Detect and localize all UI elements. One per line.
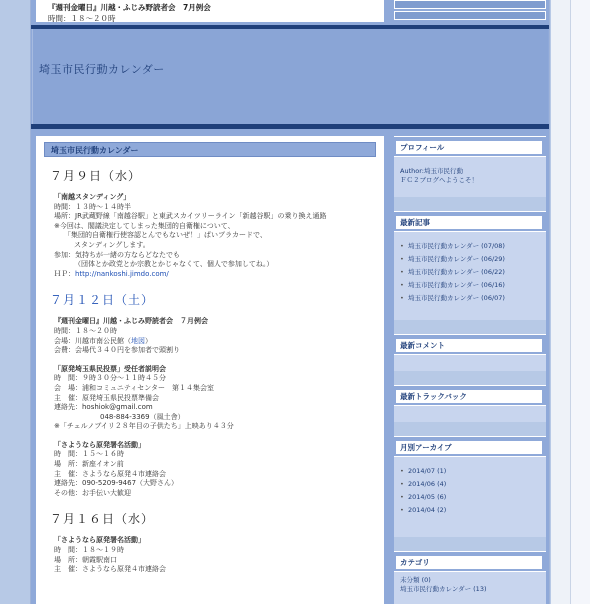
profile-widget-body — [394, 157, 546, 197]
event-time: 時 間：９時３０分～１１時４５分 — [54, 374, 166, 383]
sidebar-fragment-bar — [394, 0, 546, 9]
profile-widget-title — [394, 136, 546, 157]
blog-title[interactable]: 埼玉市民行動カレンダー — [39, 63, 165, 76]
event-title: 「さようなら原発署名活動」 — [54, 440, 145, 449]
event-title: 「南越スタンディング」 — [54, 193, 131, 201]
recent-posts-title — [394, 211, 546, 232]
event-time: 時間：１３時～１４時半 — [54, 202, 131, 211]
event-place: 会 場：浦和コミュニティセンター 第１４集会室 — [54, 383, 215, 392]
recent-posts-list — [394, 232, 546, 320]
event-block-petition-niiza — [54, 441, 376, 499]
event-date-0716: ７月１６日（水） — [50, 512, 155, 527]
event-participation-note: （団体とか政党とか宗教とかじゃなくて、個人で参加してね。） — [74, 260, 274, 269]
recent-trackbacks-body — [394, 406, 546, 422]
event-title: 『週刊金曜日』川越・ふじみ野読者会 ７月例会 — [54, 317, 208, 326]
homepage-label: ＨＰ： — [54, 269, 75, 278]
recent-post-item[interactable]: • 埼玉市民行動カレンダー (06/07) — [400, 292, 540, 305]
event-other: その他：お手伝い大歓迎 — [54, 488, 131, 497]
map-link[interactable]: 地図 — [131, 336, 145, 345]
widget-gap — [394, 197, 546, 211]
archive-item[interactable]: • 2014/04 (2) — [400, 504, 540, 517]
archive-item[interactable]: • 2014/07 (1) — [400, 465, 540, 478]
categories-list — [394, 572, 546, 604]
archives-heading: 月別アーカイブ — [396, 441, 542, 454]
recent-post-item[interactable]: • 埼玉市民行動カレンダー (06/16) — [400, 279, 540, 292]
recent-trackbacks-title — [394, 385, 546, 406]
previous-post-title: 『週刊金曜日』川越・ふじみ野読者会 7月例会 — [48, 3, 211, 12]
event-date-0709: ７月９日（水） — [50, 169, 142, 183]
profile-title: プロフィール — [396, 141, 542, 154]
blog-header — [31, 25, 549, 129]
event-title: 「さようなら原発署名活動」 — [54, 536, 145, 545]
event-title: 「原発埼玉県民投票」受任者説明会 — [54, 364, 166, 373]
event-contact: 連絡先：090-5209-9467（大野さん） — [54, 479, 179, 488]
event-organizer: 主 催：さようなら原発４市連絡会 — [54, 469, 166, 478]
event-place: 場 所：朝霞駅南口 — [54, 555, 117, 564]
event-fee: 会費：会場代３４０円を参加者で頭割り — [54, 346, 180, 355]
event-organizer: 主 催：さようなら原発４市連絡会 — [54, 565, 166, 574]
event-place-text: ） — [145, 336, 152, 345]
sidebar-fragment-bar — [394, 11, 546, 20]
event-place — [54, 337, 376, 347]
previous-post-time: 時間：１８～２０時 — [48, 14, 116, 23]
profile-welcome: ＦＣ２ブログへようこそ！ — [400, 176, 478, 184]
widget-gap — [394, 320, 546, 334]
previous-sidebar-fragment — [394, 0, 546, 22]
main-content — [36, 136, 384, 604]
widget-gap — [394, 422, 546, 436]
event-place: 場所：JR武蔵野線「南越谷駅」と東武スカイツリーライン「新越谷駅」の乗り換え通路 — [54, 212, 327, 221]
recent-posts-heading: 最新記事 — [396, 216, 542, 229]
archives-list — [394, 457, 546, 537]
recent-comments-body — [394, 355, 546, 371]
recent-post-item[interactable]: • 埼玉市民行動カレンダー (07/08) — [400, 240, 540, 253]
event-note: ※今回は、閣議決定してしまった集団的自衛権について、 — [54, 221, 235, 230]
event-homepage — [54, 270, 376, 280]
homepage-link[interactable]: http://nankoshi.jimdo.com/ — [75, 269, 169, 278]
sidebar — [394, 136, 546, 604]
widget-gap — [394, 537, 546, 551]
archive-item[interactable]: • 2014/06 (4) — [400, 478, 540, 491]
event-note: 「集団的自衛権行使容認とんでもないぜ！」ぱいブラカードで、 — [64, 231, 267, 240]
event-contact: 連絡先：hoshiok@gmail.com — [54, 403, 153, 412]
recent-comments-title — [394, 334, 546, 355]
event-organizer: 主 催：原発埼玉県民投票準備会 — [54, 393, 159, 402]
recent-comments-heading: 最新コメント — [396, 339, 542, 352]
categories-title — [394, 551, 546, 572]
category-item[interactable]: 未分類 (0) — [400, 576, 431, 584]
categories-heading: カテゴリ — [396, 556, 542, 569]
event-time: 時 間：１８～１９時 — [54, 546, 124, 555]
event-place: 場 所：新座イオン前 — [54, 460, 124, 469]
event-time: 時 間：１５～１６時 — [54, 450, 124, 459]
widget-gap — [394, 371, 546, 385]
event-block-nankoshi — [54, 193, 376, 279]
archive-item[interactable]: • 2014/05 (6) — [400, 491, 540, 504]
event-block-referendum — [54, 365, 376, 432]
event-place-text: 会場：川越市南公民館（ — [54, 336, 131, 345]
event-note: スタンディングします。 — [74, 240, 150, 249]
blog-header-inner — [32, 29, 548, 124]
archives-title — [394, 436, 546, 457]
recent-post-item[interactable]: • 埼玉市民行動カレンダー (06/22) — [400, 266, 540, 279]
profile-author: Author:埼玉市民行動 — [400, 167, 463, 175]
page-edge — [571, 0, 590, 604]
post-title[interactable]: 埼玉市民行動カレンダー — [44, 142, 376, 157]
event-participation: 参加：気持ちが一緒の方ならどなたでも — [54, 250, 180, 259]
event-time: 時間：１８～２０時 — [54, 326, 117, 335]
event-block-petition-asaka — [54, 536, 376, 574]
recent-trackbacks-heading: 最新トラックバック — [396, 390, 542, 403]
category-item[interactable]: 埼玉市民行動カレンダー (13) — [400, 585, 487, 593]
event-phone: 048‐884‐3369（風土舎） — [100, 412, 185, 421]
event-block-kinyobi — [54, 317, 376, 355]
event-note: ※「チェルノブイリ２８年目の子供たち」上映あり４３分 — [54, 422, 234, 431]
event-date-0712: ７月１２日（土） — [50, 293, 155, 308]
right-margin — [551, 0, 571, 604]
previous-post-fragment — [36, 0, 384, 22]
recent-post-item[interactable]: • 埼玉市民行動カレンダー (06/29) — [400, 253, 540, 266]
